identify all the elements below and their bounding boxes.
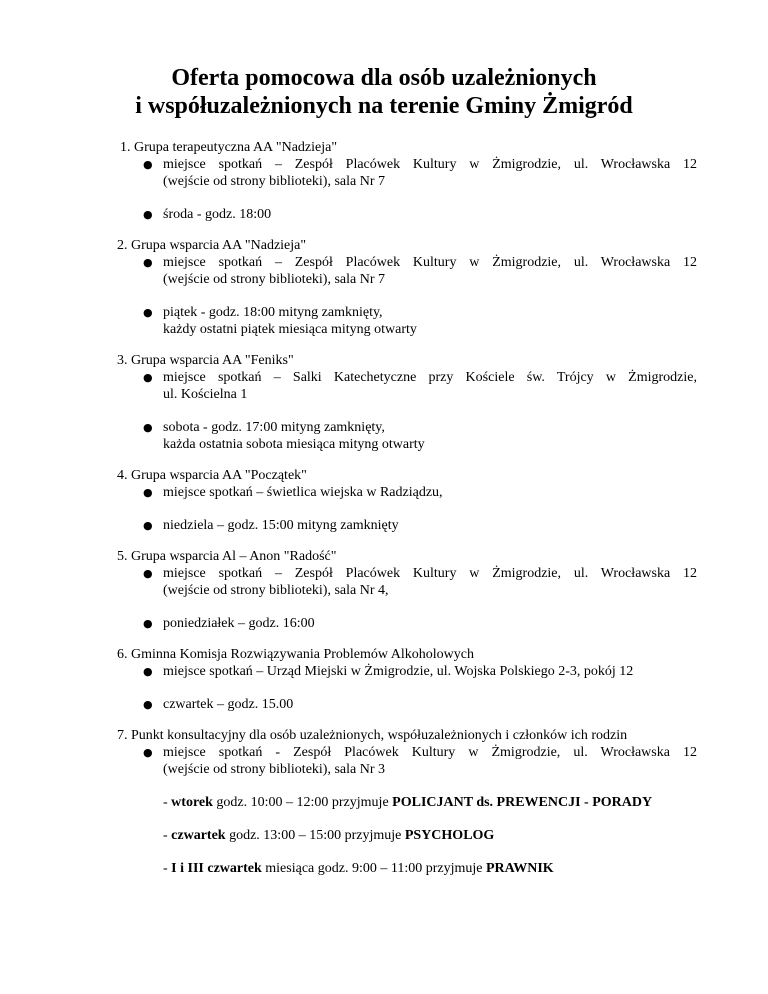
bullet-icon: ●: [143, 421, 153, 434]
meeting-place-line-2: (wejście od strony biblioteki), sala Nr 3: [163, 762, 386, 777]
bullet-icon: ●: [143, 306, 153, 319]
meeting-place-line-2: (wejście od strony biblioteki), sala Nr 4,: [163, 583, 389, 598]
list-item: [143, 419, 697, 453]
list-item: [143, 254, 697, 288]
list-item: [143, 663, 697, 680]
section-heading: 5. Grupa wsparcia Al – Anon "Radość": [117, 549, 337, 564]
schedule-specialist: POLICJANT ds. PREWENCJI - PORADY: [392, 795, 653, 810]
schedule-dash: -: [163, 795, 172, 810]
schedule-time: godz. 10:00 – 12:00 przyjmuje: [212, 795, 393, 810]
bullet-icon: ●: [143, 158, 153, 171]
meeting-time-line-1: poniedziałek – godz. 16:00: [163, 616, 315, 631]
consultation-schedule: [163, 794, 697, 877]
bullet-icon: ●: [143, 208, 153, 221]
schedule-time: godz. 13:00 – 15:00 przyjmuje: [225, 828, 405, 843]
section-3: [117, 352, 697, 453]
schedule-row-psychologist: [163, 827, 697, 844]
meeting-place-line-2: (wejście od strony biblioteki), sala Nr 7: [163, 272, 386, 287]
meeting-place-line-1: miejsce spotkań – świetlica wiejska w Radziądzu,: [163, 485, 443, 500]
schedule-day: wtorek: [171, 795, 213, 810]
meeting-time-line-1: czwartek – godz. 15.00: [163, 697, 294, 712]
meeting-place-line-1: miejsce spotkań – Salki Katechetyczne przy Kościele św. Trójcy w Żmigrodzie,: [163, 370, 697, 385]
list-item: [143, 156, 697, 190]
bullet-list: [117, 369, 697, 453]
bullet-icon: ●: [143, 665, 153, 678]
schedule-row-lawyer: [163, 860, 697, 877]
schedule-dash: -: [163, 861, 172, 876]
schedule-dash: -: [163, 828, 172, 843]
meeting-time-line-1: niedziela – godz. 15:00 mityng zamknięty: [163, 518, 399, 533]
list-item: [143, 206, 697, 223]
schedule-day: czwartek: [171, 828, 226, 843]
bullet-list: [117, 663, 697, 713]
section-heading: 6. Gminna Komisja Rozwiązywania Problemów Alkoholowych: [117, 647, 474, 662]
meeting-place-line-1: miejsce spotkań - Zespół Placówek Kultury w Żmigrodzie, ul. Wrocławska 12: [163, 745, 697, 760]
section-heading: 7. Punkt konsultacyjny dla osób uzależnionych, współuzależnionych i członków ich rodzin: [117, 728, 628, 743]
schedule-specialist: PRAWNIK: [486, 861, 554, 876]
list-item: [143, 369, 697, 403]
list-item: [143, 565, 697, 599]
meeting-place-line-2: ul. Kościelna 1: [163, 387, 248, 402]
list-item: [143, 517, 697, 534]
meeting-time-line-1: piątek - godz. 18:00 mityng zamknięty,: [163, 305, 383, 320]
section-heading: 1. Grupa terapeutyczna AA "Nadzieja": [120, 140, 338, 155]
meeting-place-line-1: miejsce spotkań – Zespół Placówek Kultury w Żmigrodzie, ul. Wrocławska 12: [163, 157, 697, 172]
bullet-list: [117, 156, 697, 223]
list-item: [143, 696, 697, 713]
section-heading: 2. Grupa wsparcia AA "Nadzieja": [117, 238, 307, 253]
schedule-day: I i III czwartek: [171, 861, 262, 876]
meeting-place-line-1: miejsce spotkań – Zespół Placówek Kultury w Żmigrodzie, ul. Wrocławska 12: [163, 566, 697, 581]
bullet-list: [117, 484, 697, 534]
schedule-row-police: [163, 794, 697, 811]
section-1: [117, 139, 697, 223]
bullet-icon: ●: [143, 567, 153, 580]
page-title-line-2: i współuzależnionych na terenie Gminy Żmigród: [135, 93, 633, 119]
bullet-icon: ●: [143, 746, 153, 759]
meeting-place-line-1: miejsce spotkań – Zespół Placówek Kultury w Żmigrodzie, ul. Wrocławska 12: [163, 255, 697, 270]
section-2: [117, 237, 697, 338]
list-item: [143, 615, 697, 632]
meeting-place-line-1: miejsce spotkań – Urząd Miejski w Żmigrodzie, ul. Wojska Polskiego 2-3, pokój 12: [163, 664, 634, 679]
bullet-icon: ●: [143, 371, 153, 384]
section-heading: 4. Grupa wsparcia AA "Początek": [117, 468, 307, 483]
meeting-time-line-1: sobota - godz. 17:00 mityng zamknięty,: [163, 420, 385, 435]
schedule-time: miesiąca godz. 9:00 – 11:00 przyjmuje: [261, 861, 486, 876]
bullet-icon: ●: [143, 256, 153, 269]
bullet-list: [117, 565, 697, 632]
page-title: [0, 64, 768, 120]
schedule-specialist: PSYCHOLOG: [404, 828, 495, 843]
offer-list: [117, 139, 697, 891]
meeting-place-line-2: (wejście od strony biblioteki), sala Nr 7: [163, 174, 386, 189]
bullet-icon: ●: [143, 698, 153, 711]
bullet-list: [117, 254, 697, 338]
bullet-icon: ●: [143, 617, 153, 630]
list-item: [143, 744, 697, 778]
bullet-icon: ●: [143, 486, 153, 499]
meeting-time-line-2: każdy ostatni piątek miesiąca mityng otwarty: [163, 322, 417, 337]
section-heading: 3. Grupa wsparcia AA "Feniks": [117, 353, 294, 368]
page-title-line-1: Oferta pomocowa dla osób uzależnionych: [171, 65, 597, 91]
bullet-list: [117, 744, 697, 778]
list-item: [143, 484, 697, 501]
section-6: [117, 646, 697, 713]
bullet-icon: ●: [143, 519, 153, 532]
section-7: [117, 727, 697, 877]
meeting-time-line-1: środa - godz. 18:00: [163, 207, 272, 222]
section-4: [117, 467, 697, 534]
section-5: [117, 548, 697, 632]
list-item: [143, 304, 697, 338]
meeting-time-line-2: każda ostatnia sobota miesiąca mityng otwarty: [163, 437, 425, 452]
